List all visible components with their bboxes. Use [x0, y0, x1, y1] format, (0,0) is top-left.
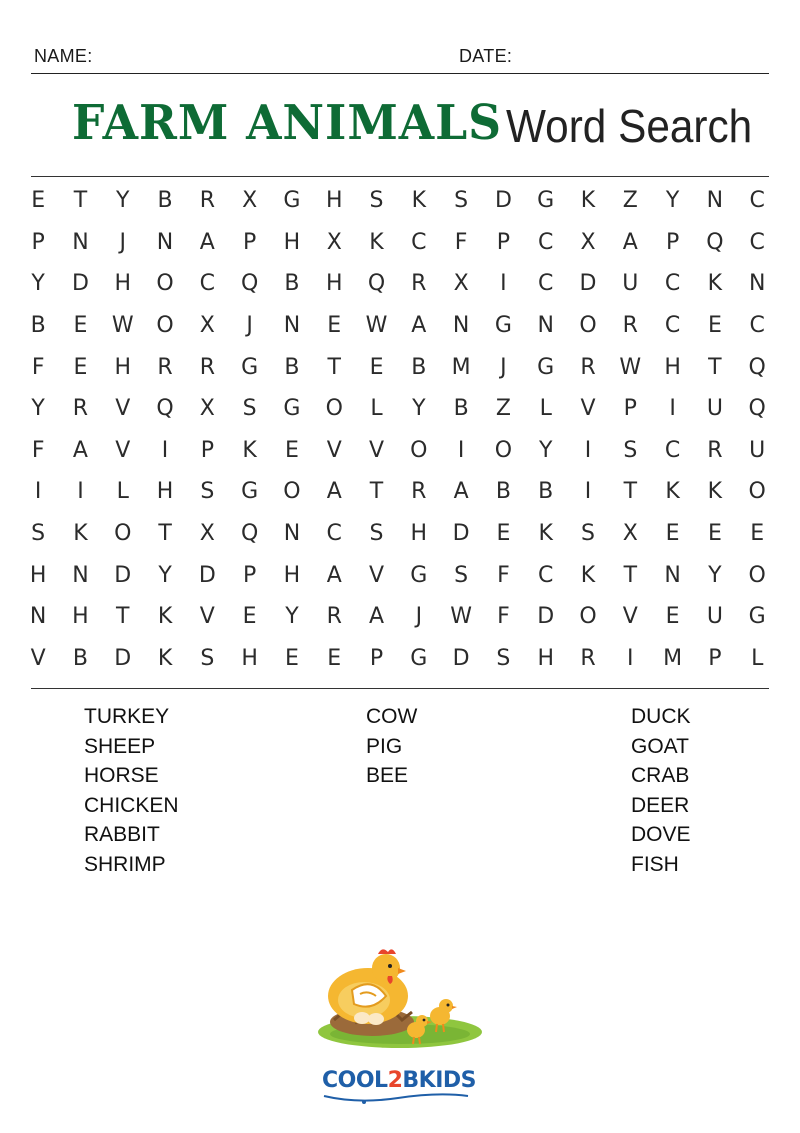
grid-cell: H	[241, 645, 258, 671]
grid-cell: O	[410, 437, 428, 463]
grid-cell: J	[415, 604, 423, 630]
grid-cell: Y	[158, 562, 172, 588]
grid-cell: V	[622, 604, 638, 630]
grid-cell: E	[750, 521, 765, 547]
grid-cell: C	[411, 229, 427, 255]
grid-cell: O	[283, 479, 301, 505]
grid-cell: S	[200, 479, 215, 505]
grid-cell: P	[242, 229, 257, 255]
grid-cell: C	[664, 271, 681, 297]
grid-cell: A	[199, 229, 215, 255]
grid-cell: L	[539, 396, 552, 422]
grid-row	[17, 430, 781, 472]
grid-cell: X	[199, 313, 215, 339]
word-column-3	[631, 702, 691, 880]
grid-cell: O	[748, 479, 766, 505]
grid-cell: K	[580, 188, 596, 214]
grid-cell: W	[619, 354, 642, 380]
word-item: PIG	[366, 734, 403, 758]
page-title	[0, 95, 800, 161]
grid-cell: T	[708, 354, 722, 380]
grid-cell: P	[665, 229, 680, 255]
grid-cell: T	[369, 479, 384, 505]
grid-cell: X	[199, 521, 215, 547]
grid-cell: I	[584, 479, 592, 505]
grid-cell: J	[119, 229, 126, 255]
grid-cell: C	[538, 229, 554, 255]
grid-cell: R	[580, 645, 596, 671]
grid-cell: F	[31, 354, 45, 380]
grid-cell: D	[452, 645, 470, 671]
grid-cell: H	[537, 645, 554, 671]
grid-cell: L	[370, 396, 383, 422]
grid-cell: C	[749, 313, 765, 339]
grid-cell: S	[454, 188, 469, 214]
brand-part-3: BKIDS	[402, 1068, 476, 1093]
grid-cell: K	[157, 604, 173, 630]
grid-cell: C	[749, 188, 765, 214]
word-item: SHEEP	[84, 734, 156, 758]
word-column-1	[84, 702, 179, 880]
grid-cell: K	[411, 188, 427, 214]
grid-cell: Q	[156, 396, 174, 422]
grid-cell: G	[537, 188, 555, 214]
word-item: CHICKEN	[84, 793, 179, 817]
grid-cell: C	[326, 521, 342, 547]
grid-cell: E	[73, 354, 88, 380]
grid-cell: T	[327, 354, 341, 380]
grid-cell: G	[410, 645, 428, 671]
grid-cell: K	[369, 229, 384, 255]
grid-cell: N	[283, 313, 301, 339]
grid-row	[17, 263, 781, 305]
grid-cell: Q	[706, 229, 724, 255]
word-item: TURKEY	[84, 705, 170, 728]
grid-cell: D	[198, 562, 216, 588]
grid-cell: O	[114, 521, 132, 547]
grid-cell: O	[494, 437, 513, 463]
grid-cell: B	[72, 645, 88, 671]
title-main: FARM ANIMALS	[72, 95, 502, 151]
grid-cell: Y	[285, 604, 299, 630]
letter-grid	[17, 180, 781, 679]
grid-cell: J	[500, 354, 507, 380]
grid-cell: D	[114, 645, 132, 671]
divider-bottom	[31, 688, 769, 689]
grid-cell: R	[199, 354, 215, 380]
grid-cell: D	[114, 562, 132, 588]
grid-cell: H	[664, 354, 681, 380]
grid-row	[17, 554, 781, 596]
grid-cell: Q	[240, 521, 259, 547]
grid-cell: V	[368, 437, 385, 463]
worksheet-header	[31, 46, 769, 74]
grid-cell: I	[34, 479, 42, 505]
grid-cell: K	[665, 479, 680, 505]
brand-part-2: 2	[387, 1068, 403, 1093]
grid-cell: E	[73, 313, 88, 339]
grid-cell: I	[627, 645, 634, 671]
grid-cell: G	[494, 313, 512, 339]
grid-cell: B	[284, 271, 300, 297]
grid-cell: H	[325, 271, 343, 297]
date-label: DATE:	[459, 46, 513, 66]
grid-cell: E	[242, 604, 257, 630]
grid-cell: F	[497, 562, 510, 588]
grid-cell: K	[707, 271, 723, 297]
grid-cell: Q	[748, 354, 766, 380]
grid-cell: B	[453, 396, 469, 422]
grid-cell: X	[622, 521, 638, 547]
grid-cell: R	[580, 354, 596, 380]
grid-cell: A	[368, 604, 385, 630]
grid-cell: Q	[748, 396, 766, 422]
grid-cell: L	[116, 479, 129, 505]
grid-cell: E	[284, 437, 299, 463]
grid-cell: F	[454, 229, 468, 255]
grid-cell: D	[452, 521, 470, 547]
title-sub: Word Search	[506, 100, 753, 152]
grid-cell: N	[283, 521, 301, 547]
grid-cell: T	[73, 188, 88, 214]
grid-row	[17, 346, 781, 388]
grid-cell: B	[538, 479, 554, 505]
grid-cell: N	[537, 313, 554, 339]
grid-cell: X	[453, 271, 469, 297]
grid-cell: E	[707, 313, 722, 339]
grid-cell: E	[31, 188, 46, 214]
grid-cell: A	[622, 229, 638, 255]
grid-cell: U	[622, 271, 639, 297]
grid-cell: D	[537, 604, 555, 630]
grid-cell: Y	[116, 188, 130, 214]
grid-cell: V	[115, 437, 131, 463]
grid-cell: A	[453, 479, 469, 505]
grid-cell: H	[72, 604, 89, 630]
grid-cell: U	[749, 437, 766, 463]
grid-cell: O	[748, 562, 766, 588]
hen-with-chicks-illustration	[316, 946, 484, 1056]
divider-top	[31, 176, 769, 177]
grid-cell: A	[326, 562, 342, 588]
word-item: CRAB	[631, 764, 690, 788]
grid-cell: T	[623, 562, 638, 588]
grid-cell: I	[584, 437, 592, 463]
grid-cell: G	[283, 396, 301, 422]
grid-row	[17, 388, 781, 430]
grid-cell: E	[665, 604, 680, 630]
grid-cell: N	[29, 604, 47, 630]
grid-cell: E	[327, 313, 342, 339]
grid-cell: N	[72, 229, 89, 255]
grid-cell: U	[706, 396, 723, 422]
grid-cell: V	[30, 645, 46, 671]
grid-cell: G	[241, 354, 259, 380]
grid-cell: D	[494, 188, 512, 214]
grid-cell: H	[283, 229, 301, 255]
grid-cell: D	[71, 271, 89, 297]
grid-cell: I	[161, 437, 169, 463]
grid-cell: S	[369, 521, 384, 547]
grid-cell: V	[326, 437, 342, 463]
grid-cell: B	[411, 354, 427, 380]
grid-cell: V	[580, 396, 596, 422]
grid-cell: S	[200, 645, 215, 671]
grid-cell: S	[623, 437, 638, 463]
word-item: DEER	[631, 793, 690, 817]
grid-cell: I	[457, 437, 465, 463]
word-item: RABBIT	[84, 823, 160, 847]
grid-cell: E	[284, 645, 299, 671]
grid-cell: X	[580, 229, 596, 255]
grid-cell: S	[496, 645, 511, 671]
grid-cell: S	[31, 521, 46, 547]
grid-cell: W	[450, 604, 472, 630]
grid-cell: Q	[240, 271, 259, 297]
grid-cell: F	[497, 604, 510, 630]
grid-cell: R	[157, 354, 173, 380]
grid-cell: H	[325, 188, 343, 214]
grid-cell: E	[496, 521, 511, 547]
grid-cell: J	[246, 313, 253, 339]
grid-cell: H	[156, 479, 174, 505]
grid-cell: E	[707, 521, 722, 547]
grid-cell: V	[368, 562, 385, 588]
grid-cell: B	[284, 354, 300, 380]
grid-cell: O	[156, 313, 174, 339]
grid-cell: H	[114, 271, 132, 297]
grid-cell: Y	[31, 396, 45, 422]
grid-cell: Q	[367, 271, 386, 297]
grid-cell: K	[73, 521, 88, 547]
grid-cell: R	[622, 313, 638, 339]
grid-row	[17, 638, 781, 680]
grid-cell: G	[537, 354, 555, 380]
grid-cell: A	[411, 313, 427, 339]
grid-cell: S	[581, 521, 595, 547]
grid-cell: X	[326, 229, 342, 255]
pencil-underline-icon	[318, 1062, 488, 1106]
grid-cell: R	[326, 604, 342, 630]
grid-cell: Y	[708, 562, 722, 588]
grid-cell: I	[500, 271, 507, 297]
grid-row	[17, 513, 781, 555]
grid-row	[17, 180, 781, 222]
grid-cell: T	[623, 479, 638, 505]
grid-cell: O	[325, 396, 343, 422]
grid-cell: M	[451, 354, 471, 380]
brand-part-1: COOL	[322, 1068, 388, 1093]
grid-cell: Y	[412, 396, 426, 422]
grid-cell: G	[410, 562, 428, 588]
grid-cell: Y	[665, 188, 680, 214]
grid-cell: E	[369, 354, 384, 380]
grid-cell: S	[454, 562, 469, 588]
grid-cell: K	[580, 562, 596, 588]
grid-cell: R	[199, 188, 215, 214]
grid-cell: P	[242, 562, 257, 588]
grid-cell: P	[623, 396, 637, 422]
grid-cell: T	[158, 521, 172, 547]
grid-cell: I	[77, 479, 84, 505]
grid-cell: N	[664, 562, 681, 588]
name-label: NAME:	[34, 46, 93, 66]
grid-cell: P	[496, 229, 511, 255]
grid-cell: Z	[495, 396, 511, 422]
grid-cell: E	[665, 521, 680, 547]
word-item: DUCK	[631, 705, 691, 728]
grid-cell: V	[115, 396, 131, 422]
grid-cell: R	[411, 271, 427, 297]
grid-cell: P	[31, 229, 45, 255]
word-column-2	[366, 702, 417, 791]
grid-cell: Y	[31, 271, 45, 297]
grid-cell: N	[706, 188, 724, 214]
grid-cell: R	[707, 437, 723, 463]
grid-cell: A	[326, 479, 342, 505]
grid-cell: V	[199, 604, 215, 630]
grid-cell: K	[157, 645, 173, 671]
word-item: DOVE	[631, 823, 691, 847]
grid-cell: C	[199, 271, 216, 297]
grid-cell: C	[538, 271, 554, 297]
grid-cell: P	[200, 437, 214, 463]
grid-cell: H	[410, 521, 428, 547]
grid-cell: R	[72, 396, 89, 422]
grid-cell: K	[707, 479, 723, 505]
grid-cell: S	[242, 396, 257, 422]
grid-cell: X	[199, 396, 215, 422]
grid-cell: S	[369, 188, 384, 214]
grid-cell: H	[114, 354, 132, 380]
grid-cell: G	[241, 479, 259, 505]
grid-cell: N	[748, 271, 766, 297]
grid-cell: X	[242, 188, 258, 214]
grid-cell: C	[664, 313, 681, 339]
grid-row	[17, 222, 781, 264]
grid-row	[17, 305, 781, 347]
grid-cell: D	[579, 271, 597, 297]
grid-cell: W	[365, 313, 388, 339]
word-item: GOAT	[631, 734, 689, 758]
grid-cell: B	[30, 313, 46, 339]
grid-cell: G	[748, 604, 766, 630]
grid-cell: C	[538, 562, 554, 588]
grid-cell: B	[495, 479, 511, 505]
grid-cell: W	[111, 313, 134, 339]
grid-cell: Z	[622, 188, 638, 214]
grid-cell: A	[72, 437, 88, 463]
grid-cell: M	[663, 645, 683, 671]
grid-cell: R	[411, 479, 427, 505]
grid-cell: C	[749, 229, 765, 255]
word-item: SHRIMP	[84, 852, 166, 876]
grid-row	[17, 596, 781, 638]
grid-cell: C	[664, 437, 681, 463]
grid-cell: Y	[538, 437, 553, 463]
grid-cell: O	[156, 271, 174, 297]
grid-cell: O	[579, 604, 597, 630]
hen-nest-icon	[316, 946, 484, 1056]
grid-cell: K	[242, 437, 257, 463]
grid-cell: P	[708, 645, 722, 671]
grid-cell: I	[669, 396, 676, 422]
grid-cell: F	[31, 437, 45, 463]
grid-cell: K	[538, 521, 553, 547]
grid-row	[17, 471, 781, 513]
grid-cell: L	[751, 645, 764, 671]
word-item: HORSE	[84, 764, 159, 788]
word-item: BEE	[366, 764, 409, 788]
grid-cell: H	[29, 562, 47, 588]
grid-cell: N	[452, 313, 470, 339]
grid-cell: T	[116, 604, 130, 630]
brand-logo	[318, 1062, 488, 1106]
grid-cell: H	[283, 562, 301, 588]
grid-cell: B	[157, 188, 173, 214]
grid-cell: N	[72, 562, 89, 588]
grid-cell: P	[369, 645, 384, 671]
grid-cell: G	[283, 188, 301, 214]
word-item: COW	[366, 705, 418, 728]
grid-cell: E	[327, 645, 342, 671]
grid-cell: O	[579, 313, 597, 339]
grid-cell: N	[156, 229, 174, 255]
word-item: FISH	[631, 852, 679, 876]
grid-cell: U	[706, 604, 723, 630]
